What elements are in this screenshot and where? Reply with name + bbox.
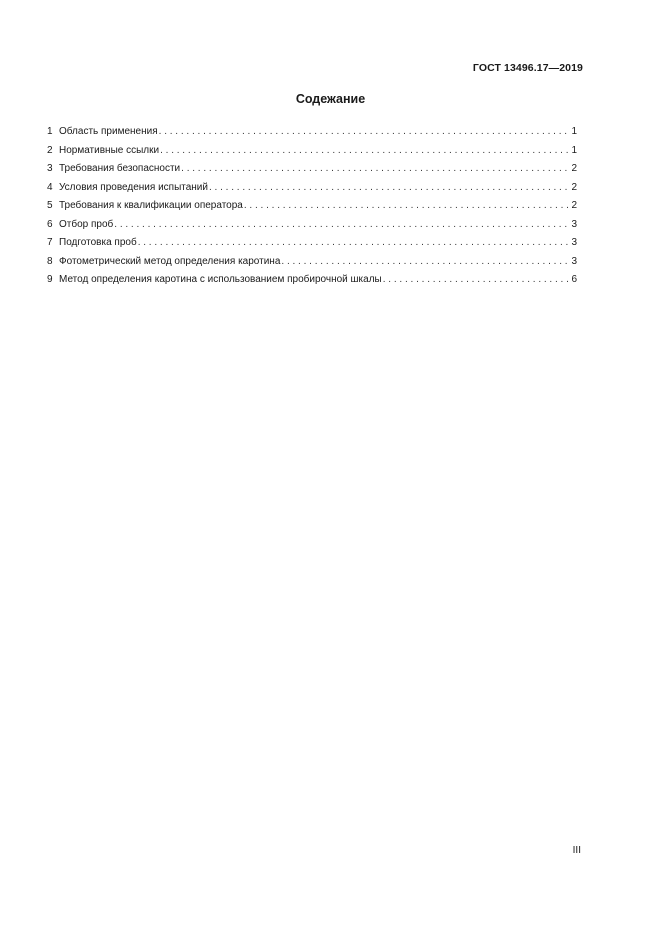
toc-entry-6[interactable] bbox=[47, 216, 577, 235]
table-of-contents bbox=[47, 123, 577, 290]
toc-dot-leader bbox=[209, 179, 570, 198]
toc-dot-leader bbox=[281, 253, 570, 272]
toc-entry-title: Отбор проб bbox=[59, 218, 114, 230]
toc-entry-number: 8 bbox=[47, 255, 53, 267]
toc-entry-page: 3 bbox=[571, 237, 577, 248]
toc-entry-title: Требования безопасности bbox=[59, 163, 181, 174]
toc-dot-leader bbox=[114, 216, 570, 235]
toc-entry-title: Метод определения каротина с использованием пробирочной шкалы bbox=[59, 274, 382, 285]
toc-entry-number: 6 bbox=[47, 218, 53, 230]
toc-entry-number: 4 bbox=[47, 181, 53, 193]
toc-entry-page: 2 bbox=[571, 200, 577, 211]
toc-entry-title: Требования к квалификации оператора bbox=[59, 200, 243, 211]
toc-title: Содежание bbox=[295, 92, 366, 106]
toc-entry-9[interactable] bbox=[47, 271, 577, 290]
toc-entry-1[interactable] bbox=[47, 123, 577, 142]
toc-entry-8[interactable] bbox=[47, 253, 577, 272]
toc-entry-page: 2 bbox=[571, 181, 577, 193]
toc-entry-page: 1 bbox=[571, 126, 577, 137]
toc-entry-number: 3 bbox=[47, 163, 53, 174]
page-number: III bbox=[572, 845, 581, 856]
toc-entry-page: 2 bbox=[571, 163, 577, 174]
document-code: ГОСТ 13496.17—2019 bbox=[472, 62, 583, 74]
toc-dot-leader bbox=[159, 123, 571, 142]
toc-dot-leader bbox=[244, 197, 571, 216]
toc-entry-page: 3 bbox=[571, 255, 577, 267]
toc-entry-number: 5 bbox=[47, 200, 53, 211]
toc-entry-title: Фотометрический метод определения каротина bbox=[59, 255, 281, 267]
toc-entry-3[interactable] bbox=[47, 160, 577, 179]
toc-entry-5[interactable] bbox=[47, 197, 577, 216]
toc-entry-number: 2 bbox=[47, 144, 53, 156]
toc-entry-7[interactable] bbox=[47, 234, 577, 253]
toc-dot-leader bbox=[181, 160, 570, 179]
toc-entry-title: Подготовка проб bbox=[59, 237, 137, 248]
toc-dot-leader bbox=[383, 271, 571, 290]
toc-entry-page: 6 bbox=[571, 274, 577, 285]
toc-entry-number: 1 bbox=[47, 126, 53, 137]
toc-entry-title: Условия проведения испытаний bbox=[59, 181, 208, 193]
toc-entry-page: 1 bbox=[571, 144, 577, 156]
toc-dot-leader bbox=[160, 142, 570, 161]
toc-entry-page: 3 bbox=[571, 218, 577, 230]
toc-entry-title: Нормативные ссылки bbox=[59, 144, 160, 156]
toc-entry-title: Область применения bbox=[59, 126, 158, 137]
toc-entry-4[interactable] bbox=[47, 179, 577, 198]
toc-dot-leader bbox=[138, 234, 571, 253]
toc-entry-number: 9 bbox=[47, 274, 53, 285]
toc-entry-number: 7 bbox=[47, 237, 53, 248]
toc-entry-2[interactable] bbox=[47, 142, 577, 161]
